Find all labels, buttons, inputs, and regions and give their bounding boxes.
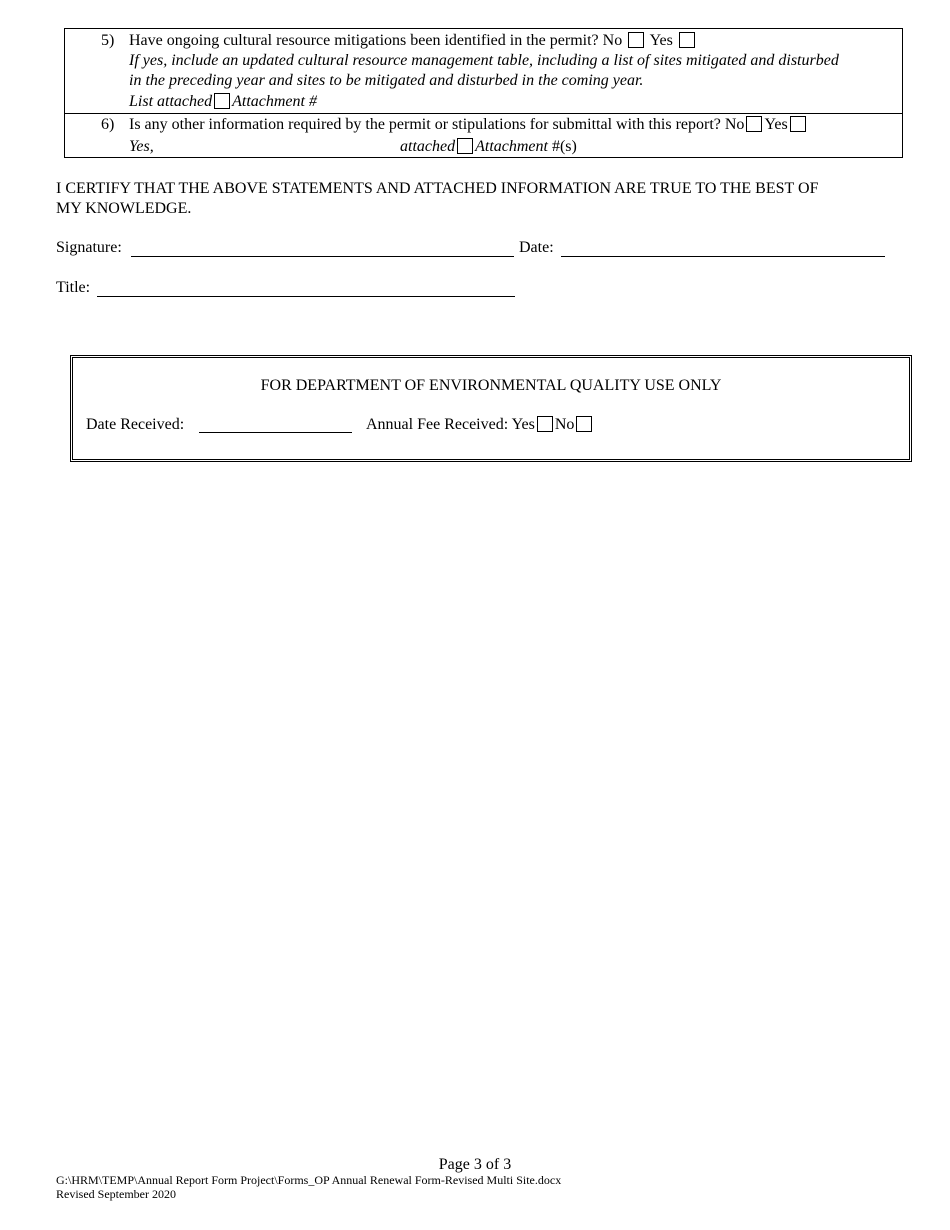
title-label: Title: [56,279,91,296]
question-5-no-checkbox[interactable] [628,32,644,48]
question-6-no-checkbox[interactable] [746,116,762,132]
question-5-yes-checkbox[interactable] [679,32,695,48]
question-6-yes-label: Yes [764,116,788,133]
question-5-attachment-line [129,92,317,112]
question-5-number: 5) [101,32,115,49]
question-5-note-line-1: If yes, include an updated cultural resource management table, including a list of sites mitigated and disturbed [129,52,839,69]
question-5-note-line-2: in the preceding year and sites to be mitigated and disturbed in the coming year. [129,72,644,89]
annual-fee-yes-label: Annual Fee Received: Yes [366,416,535,433]
date-field[interactable] [561,256,885,257]
title-field[interactable] [97,296,515,297]
question-6-text: Is any other information required by the permit or stipulations for submittal with this report? No [129,116,745,133]
footer-revised: Revised September 2020 [56,1187,176,1201]
list-attached-checkbox[interactable] [214,93,230,109]
question-6-attachment-line [400,137,577,157]
page-number: Page 3 of 3 [438,1156,512,1173]
question-6-line [129,115,808,135]
signature-label: Signature: [56,239,122,256]
attachment-italic-label: Attachment [475,138,548,155]
footer-file-path: G:\HRM\TEMP\Annual Report Form Project\Forms_OP Annual Renewal Form-Revised Multi Site.docx [56,1173,562,1187]
date-received-field[interactable] [199,432,352,433]
certification-line-1: I CERTIFY THAT THE ABOVE STATEMENTS AND ATTACHED INFORMATION ARE TRUE TO THE BEST OF [56,180,819,197]
attachment-label: Attachment # [232,93,317,110]
question-6-yes-checkbox[interactable] [790,116,806,132]
deq-heading: FOR DEPARTMENT OF ENVIRONMENTAL QUALITY USE ONLY [260,377,722,394]
attachment-number-suffix: #(s) [551,138,577,155]
annual-fee-line [366,415,594,435]
table-row-divider [65,113,902,114]
attached-label: attached [400,138,456,155]
question-5-yes-label: Yes [649,32,673,49]
question-5-text: Have ongoing cultural resource mitigations been identified in the permit? No [129,32,623,49]
signature-field[interactable] [131,256,514,257]
deq-use-only-box [70,355,912,462]
list-attached-label: List attached [129,93,213,110]
certification-line-2: MY KNOWLEDGE. [56,200,192,217]
annual-fee-no-label: No [554,416,575,433]
date-label: Date: [519,239,554,256]
annual-fee-no-checkbox[interactable] [576,416,592,432]
question-5-line [129,31,697,51]
attached-checkbox[interactable] [457,138,473,154]
question-6-number: 6) [101,116,115,133]
question-6-yes-prefix: Yes, [129,138,154,155]
date-received-label: Date Received: [86,416,185,433]
annual-fee-yes-checkbox[interactable] [537,416,553,432]
